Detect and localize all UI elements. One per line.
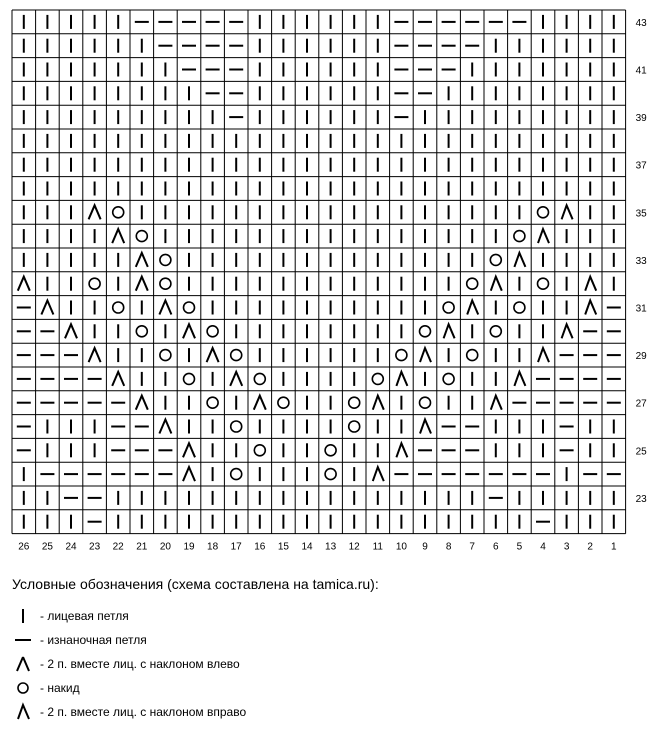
k2tog-right-icon	[562, 205, 573, 219]
column-number: 7	[469, 541, 475, 553]
k2tog-left-icon	[254, 396, 266, 410]
column-number: 21	[136, 541, 148, 553]
column-number: 4	[540, 541, 546, 553]
k2tog-right-icon	[396, 443, 407, 457]
yarn-over-icon	[254, 445, 265, 456]
yarn-over-icon	[160, 254, 171, 265]
k2tog-right-icon	[491, 277, 502, 291]
k2tog-left-icon	[159, 301, 171, 315]
column-number: 18	[207, 541, 219, 553]
k2tog-left-icon	[136, 396, 148, 410]
k2tog-left-icon	[89, 205, 101, 219]
yarn-over-icon	[184, 302, 195, 313]
k2tog-left-icon	[159, 420, 171, 434]
k2tog-left-icon	[112, 229, 124, 243]
k2tog-right-icon	[491, 396, 502, 410]
yarn-over-icon	[325, 445, 336, 456]
knit-icon	[12, 606, 34, 626]
yarn-over-icon	[231, 421, 242, 432]
column-number: 22	[112, 541, 124, 553]
k2tog-left-icon	[136, 277, 148, 291]
column-number: 12	[348, 541, 360, 553]
row-number: 27	[635, 398, 647, 410]
yarn-over-icon	[514, 302, 525, 313]
column-number: 23	[89, 541, 101, 553]
row-number: 23	[635, 493, 647, 505]
column-number: 17	[230, 541, 242, 553]
column-number: 20	[159, 541, 171, 553]
legend-item-k2tog-right	[12, 702, 246, 722]
legend-text-k2tog-right: - 2 п. вместе лиц. с наклоном вправо	[40, 705, 247, 719]
legend-item-knit	[12, 606, 129, 626]
k2tog-left-icon	[183, 467, 195, 481]
yarn-over-icon	[231, 469, 242, 480]
column-number: 14	[301, 541, 313, 553]
column-number: 13	[325, 541, 337, 553]
yarn-over-icon	[254, 373, 265, 384]
yarn-over-icon	[443, 302, 454, 313]
row-number: 37	[635, 160, 647, 172]
k2tog-left-icon	[207, 348, 219, 362]
yarn-over-icon	[490, 326, 501, 337]
yarn-over-icon	[231, 350, 242, 361]
yarn-over-icon	[538, 278, 549, 289]
yarn-over-icon	[538, 207, 549, 218]
k2tog-right-icon	[444, 324, 455, 338]
legend-item-k2tog-left	[12, 654, 240, 674]
yarn-over-icon	[207, 397, 218, 408]
k2tog-right-icon	[420, 420, 431, 434]
purl-icon	[12, 630, 34, 650]
row-number: 41	[635, 65, 647, 77]
yarn-over-icon	[514, 231, 525, 242]
k2tog-right-icon	[538, 229, 549, 243]
yarn-over-icon	[325, 469, 336, 480]
yarn-over-icon	[113, 207, 124, 218]
yarn-over-icon	[160, 350, 171, 361]
yarn-over-icon	[12, 678, 34, 698]
k2tog-left-icon	[230, 372, 242, 386]
column-number: 5	[516, 541, 523, 553]
column-number: 10	[395, 541, 407, 553]
column-number: 11	[372, 541, 383, 553]
column-number: 25	[41, 541, 53, 553]
k2tog-right-icon	[514, 372, 525, 386]
k2tog-right-icon	[538, 348, 549, 362]
yarn-over-icon	[490, 254, 501, 265]
yarn-over-icon	[443, 373, 454, 384]
yarn-over-icon	[184, 373, 195, 384]
k2tog-left-icon	[18, 277, 30, 291]
k2tog-left-icon	[112, 372, 124, 386]
row-number: 35	[635, 208, 647, 220]
legend-text-purl: - изнаночная петля	[40, 633, 147, 647]
yarn-over-icon	[349, 397, 360, 408]
k2tog-left-icon	[183, 324, 195, 338]
k2tog-right-icon	[514, 253, 525, 267]
yarn-over-icon	[420, 397, 431, 408]
row-number: 39	[635, 113, 647, 125]
k2tog-right-icon	[585, 301, 596, 315]
yarn-over-icon	[136, 231, 147, 242]
k2tog-right-icon	[585, 277, 596, 291]
legend-text-k2tog-left: - 2 п. вместе лиц. с наклоном влево	[40, 657, 240, 671]
k2tog-right-icon	[562, 324, 573, 338]
column-number: 1	[611, 541, 617, 553]
yarn-over-icon	[467, 350, 478, 361]
yarn-over-icon	[420, 326, 431, 337]
k2tog-left-icon	[41, 301, 53, 315]
legend-item-yarn-over	[12, 678, 80, 698]
yarn-over-icon	[349, 421, 360, 432]
yarn-over-icon	[160, 278, 171, 289]
legend-text-knit: - лицевая петля	[40, 609, 129, 623]
yarn-over-icon	[372, 373, 383, 384]
column-number: 19	[183, 541, 195, 553]
row-number: 33	[635, 255, 647, 267]
yarn-over-icon	[467, 278, 478, 289]
k2tog-right-icon	[373, 467, 384, 481]
k2tog-right-icon	[467, 301, 478, 315]
column-number: 2	[587, 541, 593, 553]
column-number: 24	[65, 541, 77, 553]
k2tog-right-icon	[420, 348, 431, 362]
k2tog-right-icon	[12, 702, 34, 722]
column-number: 9	[422, 541, 428, 553]
yarn-over-icon	[113, 302, 124, 313]
column-number: 15	[277, 541, 289, 553]
row-number: 29	[635, 351, 647, 363]
k2tog-left-icon	[89, 348, 101, 362]
row-number: 25	[635, 446, 647, 458]
yarn-over-icon	[89, 278, 100, 289]
yarn-over-icon	[278, 397, 289, 408]
yarn-over-icon	[136, 326, 147, 337]
k2tog-left-icon	[65, 324, 77, 338]
legend-text-yarn-over: - накид	[40, 681, 80, 695]
yarn-over-icon	[207, 326, 218, 337]
legend-title: Условные обозначения (схема составлена на tamica.ru):	[12, 576, 379, 592]
column-number: 6	[493, 541, 499, 553]
row-number: 31	[635, 303, 647, 315]
k2tog-right-icon	[373, 396, 384, 410]
legend-item-purl	[12, 630, 147, 650]
k2tog-left-icon	[136, 253, 148, 267]
k2tog-left-icon	[12, 654, 34, 674]
column-number: 3	[563, 541, 570, 553]
k2tog-left-icon	[183, 443, 195, 457]
k2tog-right-icon	[396, 372, 407, 386]
row-number: 43	[635, 17, 647, 29]
yarn-over-icon	[396, 350, 407, 361]
column-number: 8	[445, 541, 452, 553]
column-number: 26	[18, 541, 30, 553]
column-number: 16	[254, 541, 266, 553]
